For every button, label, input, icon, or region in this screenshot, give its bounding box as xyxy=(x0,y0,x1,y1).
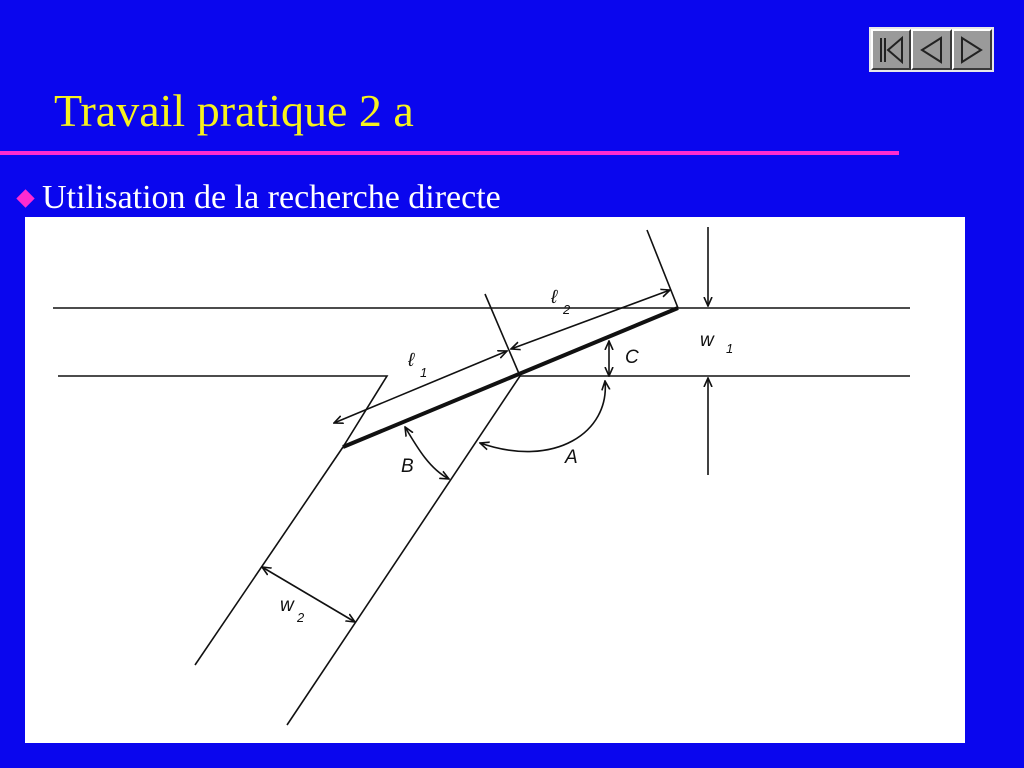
l1-label: ℓ xyxy=(408,350,415,371)
diamond-bullet-icon xyxy=(16,189,34,207)
w1-subscript: 1 xyxy=(726,341,734,356)
l1-subscript: 1 xyxy=(420,365,428,380)
previous-page-icon xyxy=(916,34,946,66)
slide-title: Travail pratique 2 a xyxy=(54,85,414,136)
first-page-icon xyxy=(876,34,906,66)
bullet-item xyxy=(14,176,501,220)
next-page-icon xyxy=(957,34,987,66)
branch-right-edge xyxy=(287,376,520,725)
angle-a-arc xyxy=(480,381,605,452)
diagram-panel xyxy=(25,217,965,743)
branch-left-edge xyxy=(195,447,343,665)
l1-extension-line xyxy=(485,294,520,376)
angle-a-label: A xyxy=(565,447,578,468)
w2-label: w xyxy=(280,595,294,616)
junction-triangle xyxy=(308,376,387,447)
w1-label: w xyxy=(700,330,714,351)
oblique-wall xyxy=(343,308,678,447)
l1-dimension xyxy=(334,351,507,423)
l2-label: ℓ xyxy=(551,287,558,308)
next-page-button[interactable] xyxy=(952,29,992,70)
w2-dimension xyxy=(262,567,355,622)
t-junction-diagram xyxy=(25,217,965,743)
nav-controls xyxy=(869,27,994,72)
angle-c-label: C xyxy=(625,347,639,368)
first-page-button[interactable] xyxy=(871,29,911,70)
title-divider xyxy=(0,151,899,155)
w2-subscript: 2 xyxy=(297,610,305,625)
bullet-text: Utilisation de la recherche directe xyxy=(42,179,501,216)
previous-page-button[interactable] xyxy=(911,29,951,70)
angle-b-label: B xyxy=(401,456,414,477)
l2-subscript: 2 xyxy=(563,302,571,317)
